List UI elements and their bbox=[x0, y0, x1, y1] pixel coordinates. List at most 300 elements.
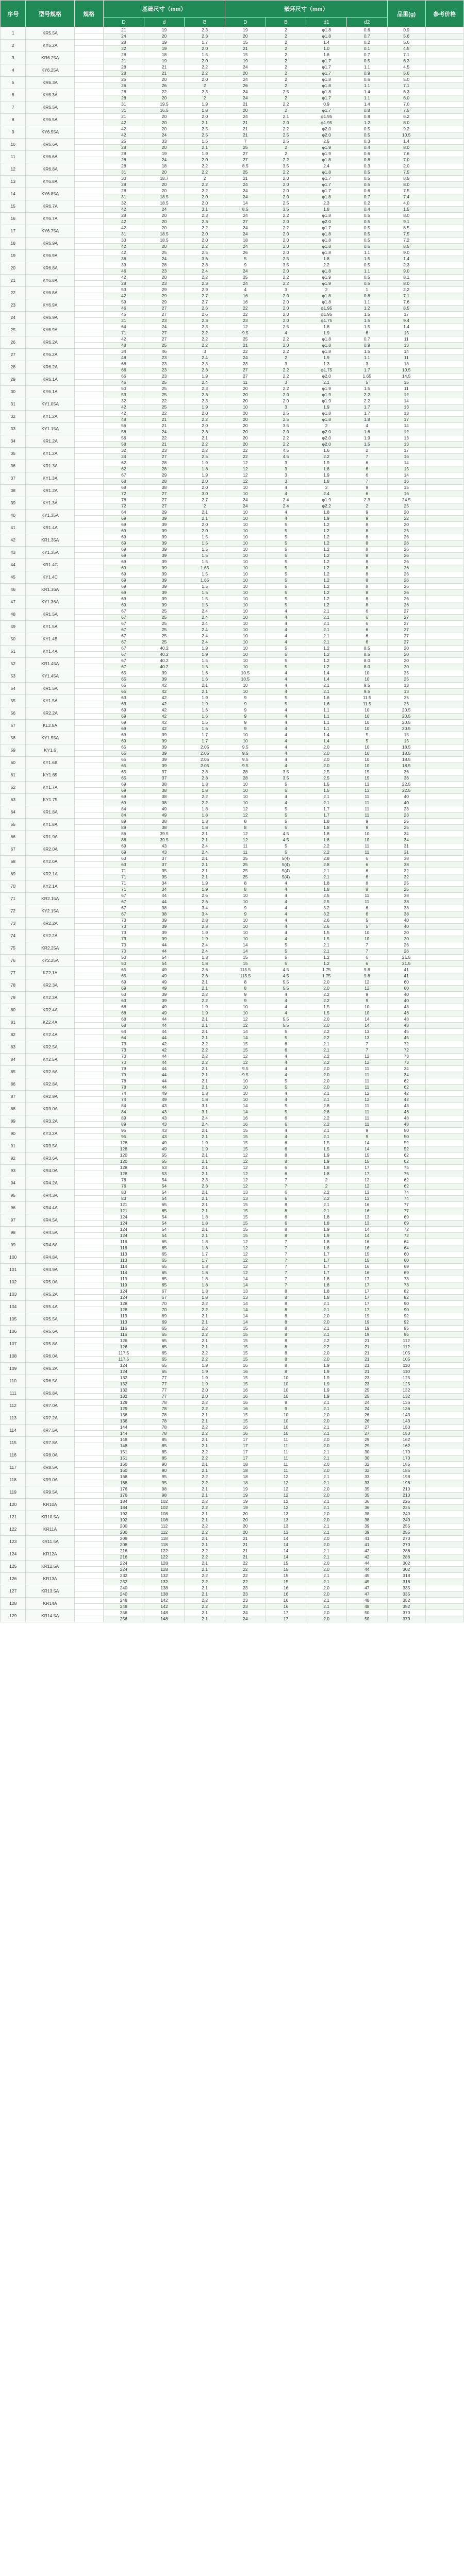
row-seq: 113 bbox=[1, 1412, 26, 1425]
row-kind-mark bbox=[74, 454, 103, 460]
cell-value: 31 bbox=[104, 231, 144, 238]
table-row bbox=[1, 942, 464, 948]
cell-value: 39 bbox=[144, 930, 185, 936]
row-kind-mark bbox=[74, 1004, 103, 1010]
row-kind-mark bbox=[74, 1579, 103, 1585]
cell-value: 85 bbox=[144, 1449, 185, 1455]
row-seq: 38 bbox=[1, 485, 26, 497]
row-kind-mark bbox=[74, 1505, 103, 1511]
cell-value: 38 bbox=[387, 856, 425, 862]
cell-value bbox=[425, 788, 463, 794]
cell-value: 19.5 bbox=[144, 101, 185, 108]
cell-value: 67 bbox=[104, 633, 144, 639]
cell-value: 129 bbox=[104, 1406, 144, 1412]
cell-value: 14 bbox=[346, 1227, 387, 1233]
cell-value bbox=[425, 95, 463, 101]
cell-value: 16 bbox=[346, 1270, 387, 1276]
table-row bbox=[1, 1363, 464, 1369]
row-seq: 63 bbox=[1, 794, 26, 806]
cell-value: 15 bbox=[225, 955, 266, 961]
cell-value: 26 bbox=[387, 540, 425, 547]
sub-outer-b-header: B bbox=[185, 18, 225, 27]
row-model: KR4.8A bbox=[26, 1251, 74, 1264]
cell-value bbox=[425, 435, 463, 442]
row-kind-mark bbox=[74, 1084, 103, 1091]
row-kind-mark bbox=[74, 1443, 103, 1449]
cell-value: 1.4 bbox=[306, 670, 347, 676]
cell-value: 1.9 bbox=[306, 472, 347, 479]
table-row bbox=[1, 435, 464, 442]
cell-value: 5 bbox=[266, 1103, 306, 1109]
cell-value: φ1.75 bbox=[306, 318, 347, 324]
cell-value: 2.2 bbox=[266, 281, 306, 287]
table-row bbox=[1, 905, 464, 911]
cell-value: 84 bbox=[104, 806, 144, 812]
cell-value: 2.2 bbox=[266, 101, 306, 108]
row-seq: 87 bbox=[1, 1091, 26, 1103]
cell-value: 1.5 bbox=[306, 930, 347, 936]
cell-value: 20.5 bbox=[387, 707, 425, 714]
cell-value: 8 bbox=[266, 1301, 306, 1307]
cell-value: 16 bbox=[225, 1431, 266, 1437]
cell-value: 128 bbox=[104, 1140, 144, 1146]
cell-value: 1.6 bbox=[306, 695, 347, 701]
table-row bbox=[1, 1573, 464, 1579]
cell-value: 10 bbox=[225, 633, 266, 639]
row-seq: 50 bbox=[1, 633, 26, 646]
cell-value bbox=[425, 1301, 463, 1307]
cell-value: 120 bbox=[104, 1153, 144, 1159]
cell-value bbox=[425, 485, 463, 491]
cell-value: 8.0 bbox=[346, 664, 387, 670]
cell-value: 2.6 bbox=[185, 967, 225, 973]
cell-value: 4 bbox=[266, 615, 306, 621]
cell-value bbox=[425, 281, 463, 287]
cell-value: 4 bbox=[266, 1004, 306, 1010]
cell-value: 4 bbox=[266, 726, 306, 732]
cell-value: 21 bbox=[346, 1363, 387, 1369]
cell-value: 2.2 bbox=[306, 1035, 347, 1041]
table-header bbox=[1, 1, 464, 27]
cell-value: 32 bbox=[346, 1468, 387, 1474]
cell-value: 3.5 bbox=[266, 262, 306, 268]
cell-value bbox=[425, 312, 463, 318]
row-kind-mark bbox=[74, 1394, 103, 1400]
cell-value: 2.0 bbox=[266, 231, 306, 238]
cell-value: 15 bbox=[346, 775, 387, 782]
cell-value: 2.5 bbox=[266, 132, 306, 139]
row-seq: 101 bbox=[1, 1264, 26, 1276]
cell-value: 0.7 bbox=[346, 33, 387, 40]
cell-value: 10 bbox=[225, 1097, 266, 1103]
cell-value: 1.6 bbox=[185, 139, 225, 145]
cell-value bbox=[425, 268, 463, 275]
cell-value: 113 bbox=[104, 1313, 144, 1319]
table-row bbox=[1, 1103, 464, 1109]
cell-value: 10 bbox=[346, 831, 387, 837]
cell-value: 36 bbox=[346, 1505, 387, 1511]
cell-value: 2.8 bbox=[306, 1109, 347, 1115]
cell-value: 122 bbox=[144, 1554, 185, 1561]
cell-value: 12 bbox=[346, 1097, 387, 1103]
row-kind-mark bbox=[74, 973, 103, 979]
cell-value bbox=[425, 683, 463, 689]
cell-value: 36 bbox=[387, 775, 425, 782]
row-model: KY2.0A bbox=[26, 856, 74, 868]
cell-value bbox=[425, 534, 463, 540]
cell-value: φ1.95 bbox=[306, 120, 347, 126]
cell-value: 2.1 bbox=[306, 639, 347, 646]
cell-value: 4 bbox=[266, 744, 306, 751]
table-row bbox=[1, 646, 464, 652]
table-row bbox=[1, 1004, 464, 1010]
row-kind-mark bbox=[74, 349, 103, 355]
cell-value: 12 bbox=[225, 1165, 266, 1171]
cell-value: 42 bbox=[144, 726, 185, 732]
cell-value: 31 bbox=[387, 843, 425, 850]
row-kind-mark bbox=[74, 763, 103, 769]
row-model: KZ2.4A bbox=[26, 1016, 74, 1029]
row-seq: 31 bbox=[1, 398, 26, 411]
cell-value: 5 bbox=[266, 695, 306, 701]
cell-value: 1.8 bbox=[185, 961, 225, 967]
cell-value bbox=[425, 225, 463, 231]
cell-value: 23 bbox=[144, 268, 185, 275]
cell-value: 5 bbox=[266, 819, 306, 825]
cell-value: 21 bbox=[144, 64, 185, 71]
cell-value: 10 bbox=[346, 1004, 387, 1010]
cell-value bbox=[425, 689, 463, 695]
cell-value: 26 bbox=[387, 565, 425, 571]
cell-value bbox=[425, 1449, 463, 1455]
cell-value: 225 bbox=[387, 1505, 425, 1511]
cell-value: 31 bbox=[387, 850, 425, 856]
cell-value: 1.8 bbox=[306, 479, 347, 485]
cell-value: 69 bbox=[104, 800, 144, 806]
cell-value: 6 bbox=[266, 1146, 306, 1153]
cell-value: 28 bbox=[104, 151, 144, 157]
cell-value: 4 bbox=[266, 485, 306, 491]
cell-value bbox=[425, 924, 463, 930]
cell-value: 26 bbox=[387, 534, 425, 540]
cell-value: φ2.0 bbox=[306, 126, 347, 132]
cell-value: 21 bbox=[346, 1344, 387, 1350]
cell-value: 2.1 bbox=[306, 621, 347, 627]
cell-value: 0.5 bbox=[346, 225, 387, 231]
cell-value: 2.8 bbox=[185, 262, 225, 268]
cell-value: 2.1 bbox=[306, 1505, 347, 1511]
cell-value: 85 bbox=[144, 1443, 185, 1449]
cell-value bbox=[425, 1183, 463, 1190]
cell-value: 2.4 bbox=[185, 942, 225, 948]
row-model: KY2.4A bbox=[26, 1029, 74, 1041]
row-seq: 109 bbox=[1, 1363, 26, 1375]
cell-value: 10 bbox=[346, 763, 387, 769]
cell-value: 0.5 bbox=[346, 275, 387, 281]
cell-value: 77 bbox=[387, 1202, 425, 1208]
cell-value: 2.1 bbox=[185, 1190, 225, 1196]
cell-value bbox=[425, 1610, 463, 1616]
cell-value: 9 bbox=[225, 992, 266, 998]
cell-value: 240 bbox=[387, 1517, 425, 1523]
cell-value: 185 bbox=[387, 1468, 425, 1474]
cell-value: 71 bbox=[104, 887, 144, 893]
cell-value: 41 bbox=[387, 973, 425, 979]
cell-value: 2.2 bbox=[306, 1060, 347, 1066]
cell-value: 2.3 bbox=[185, 318, 225, 324]
cell-value: 2.05 bbox=[185, 744, 225, 751]
cell-value: 2.1 bbox=[306, 1208, 347, 1214]
cell-value bbox=[425, 676, 463, 683]
cell-value: 39 bbox=[144, 553, 185, 559]
cell-value: 1.8 bbox=[185, 1289, 225, 1295]
cell-value: 32 bbox=[387, 874, 425, 880]
table-row bbox=[1, 1066, 464, 1072]
cell-value: 18 bbox=[144, 163, 185, 170]
table-row bbox=[1, 1041, 464, 1047]
cell-value: 7 bbox=[346, 479, 387, 485]
cell-value: 25 bbox=[225, 145, 266, 151]
cell-value: 185 bbox=[387, 1462, 425, 1468]
cell-value: 20 bbox=[144, 275, 185, 281]
cell-value bbox=[425, 1029, 463, 1035]
row-kind-mark bbox=[74, 1369, 103, 1375]
cell-value: 82 bbox=[387, 1295, 425, 1301]
cell-value: 1.8 bbox=[306, 1289, 347, 1295]
cell-value: 68 bbox=[104, 1004, 144, 1010]
row-model: KY6.8A bbox=[26, 287, 74, 299]
cell-value: 24 bbox=[104, 33, 144, 40]
cell-value bbox=[425, 1412, 463, 1418]
cell-value: 2.2 bbox=[346, 398, 387, 404]
row-kind-mark bbox=[74, 757, 103, 763]
cell-value: 22 bbox=[225, 1579, 266, 1585]
cell-value: 95 bbox=[387, 1326, 425, 1332]
cell-value: 20 bbox=[144, 114, 185, 120]
cell-value: 27 bbox=[144, 454, 185, 460]
cell-value: 2.2 bbox=[185, 1573, 225, 1579]
row-kind-mark bbox=[74, 423, 103, 429]
cell-value: 2.3 bbox=[185, 398, 225, 404]
cell-value: 4 bbox=[266, 621, 306, 627]
cell-value: 148 bbox=[104, 1443, 144, 1449]
cell-value: 0.5 bbox=[346, 262, 387, 268]
cell-value: 68 bbox=[104, 479, 144, 485]
cell-value bbox=[425, 800, 463, 806]
cell-value: 22 bbox=[225, 1561, 266, 1567]
cell-value: 2.1 bbox=[185, 1443, 225, 1449]
cell-value: 42 bbox=[104, 244, 144, 250]
cell-value: 10 bbox=[225, 491, 266, 497]
row-kind-mark bbox=[74, 367, 103, 374]
row-kind-mark bbox=[74, 899, 103, 905]
cell-value: 108 bbox=[144, 1517, 185, 1523]
cell-value: 22 bbox=[387, 516, 425, 522]
cell-value bbox=[425, 1394, 463, 1400]
row-model: KY1.05A bbox=[26, 398, 74, 411]
cell-value: 5.5 bbox=[266, 1023, 306, 1029]
cell-value: 25 bbox=[225, 874, 266, 880]
table-row bbox=[1, 361, 464, 367]
cell-value: 62 bbox=[104, 466, 144, 472]
cell-value bbox=[425, 1579, 463, 1585]
cell-value: 116 bbox=[104, 1332, 144, 1338]
cell-value: 48 bbox=[387, 1023, 425, 1029]
cell-value: 2.4 bbox=[185, 850, 225, 856]
cell-value: 2.2 bbox=[185, 1449, 225, 1455]
cell-value: 132 bbox=[104, 1394, 144, 1400]
cell-value: 2.4 bbox=[185, 627, 225, 633]
cell-value: 1.2 bbox=[306, 646, 347, 652]
row-model: KR10.5A bbox=[26, 1511, 74, 1523]
row-kind-mark bbox=[74, 837, 103, 843]
cell-value: φ1.8 bbox=[306, 89, 347, 95]
cell-value: 8.5 bbox=[225, 207, 266, 213]
cell-value: 232 bbox=[104, 1579, 144, 1585]
cell-value: 0.5 bbox=[346, 281, 387, 287]
cell-value: 15 bbox=[346, 1258, 387, 1264]
cell-value: 50 bbox=[104, 386, 144, 392]
cell-value: 1.9 bbox=[306, 1381, 347, 1387]
sub-inner-b-header: B bbox=[266, 18, 306, 27]
cell-value: 10 bbox=[266, 1381, 306, 1387]
row-kind-mark bbox=[74, 33, 103, 40]
cell-value: 5 bbox=[266, 1029, 306, 1035]
cell-value: 22 bbox=[225, 1573, 266, 1579]
cell-value: 84 bbox=[104, 1109, 144, 1115]
cell-value: 2.2 bbox=[185, 64, 225, 71]
cell-value: 8 bbox=[346, 578, 387, 584]
cell-value: 67 bbox=[104, 893, 144, 899]
cell-value: 12 bbox=[225, 812, 266, 819]
cell-value bbox=[425, 176, 463, 182]
row-kind-mark bbox=[74, 58, 103, 64]
cell-value: 9 bbox=[266, 1406, 306, 1412]
cell-value bbox=[425, 349, 463, 355]
row-model: KR4.4A bbox=[26, 1202, 74, 1214]
cell-value bbox=[425, 887, 463, 893]
cell-value: 46 bbox=[144, 349, 185, 355]
cell-value: 65 bbox=[144, 1270, 185, 1276]
cell-value: 24 bbox=[144, 132, 185, 139]
cell-value: 1.1 bbox=[346, 64, 387, 71]
cell-value: 2.2 bbox=[185, 1554, 225, 1561]
cell-value: 67 bbox=[104, 621, 144, 627]
cell-value: 0.5 bbox=[346, 219, 387, 225]
cell-value: 1.6 bbox=[185, 707, 225, 714]
cell-value: 1.9 bbox=[306, 404, 347, 411]
sub-inner-d1-header: d1 bbox=[306, 18, 347, 27]
cell-value: 43 bbox=[387, 1109, 425, 1115]
cell-value: 7.0 bbox=[387, 157, 425, 163]
cell-value: 1.2 bbox=[306, 590, 347, 596]
cell-value: 27 bbox=[387, 633, 425, 639]
cell-value: 255 bbox=[387, 1523, 425, 1530]
cell-value: 2.2 bbox=[185, 1480, 225, 1486]
cell-value: 18.5 bbox=[387, 757, 425, 763]
cell-value bbox=[425, 380, 463, 386]
cell-value: 10 bbox=[225, 510, 266, 516]
row-model: KY1.35A bbox=[26, 510, 74, 522]
cell-value: 10 bbox=[346, 751, 387, 757]
cell-value: 2.1 bbox=[306, 1573, 347, 1579]
row-seq: 7 bbox=[1, 101, 26, 114]
cell-value: 4 bbox=[266, 911, 306, 918]
cell-value: 10 bbox=[225, 800, 266, 806]
cell-value: 10 bbox=[346, 670, 387, 676]
cell-value: 34 bbox=[387, 831, 425, 837]
cell-value: 1.2 bbox=[306, 596, 347, 602]
cell-value: 0.3 bbox=[346, 139, 387, 145]
cell-value: 2.0 bbox=[306, 763, 347, 769]
cell-value: 72 bbox=[387, 1041, 425, 1047]
cell-value bbox=[425, 1616, 463, 1622]
cell-value: 70 bbox=[144, 1301, 185, 1307]
cell-value: 43 bbox=[144, 1134, 185, 1140]
cell-value: 10 bbox=[225, 652, 266, 658]
cell-value: 4 bbox=[266, 1134, 306, 1140]
cell-value: 2.0 bbox=[266, 429, 306, 435]
cell-value: 68 bbox=[104, 1023, 144, 1029]
cell-value: 5 bbox=[225, 256, 266, 262]
cell-value bbox=[425, 1363, 463, 1369]
cell-value bbox=[425, 1468, 463, 1474]
cell-value: 10 bbox=[225, 516, 266, 522]
cell-value: 232 bbox=[104, 1573, 144, 1579]
cell-value: 2.2 bbox=[185, 1060, 225, 1066]
row-model: KR1.4A bbox=[26, 522, 74, 534]
table-row bbox=[1, 485, 464, 491]
cell-value: 2.4 bbox=[185, 268, 225, 275]
cell-value: 9.5 bbox=[225, 330, 266, 336]
table-row bbox=[1, 460, 464, 466]
cell-value bbox=[425, 880, 463, 887]
row-kind-mark bbox=[74, 701, 103, 707]
cell-value: 65 bbox=[144, 1326, 185, 1332]
cell-value: 2.1 bbox=[185, 1202, 225, 1208]
cell-value: 42 bbox=[104, 411, 144, 417]
table-row bbox=[1, 1326, 464, 1332]
cell-value: 2.0 bbox=[266, 250, 306, 256]
table-row bbox=[1, 411, 464, 417]
row-kind-mark bbox=[74, 1023, 103, 1029]
cell-value: 143 bbox=[387, 1418, 425, 1425]
cell-value: 10 bbox=[346, 707, 387, 714]
row-seq: 89 bbox=[1, 1115, 26, 1128]
cell-value: 2.7 bbox=[185, 299, 225, 306]
cell-value bbox=[425, 510, 463, 516]
cell-value: 5 bbox=[266, 701, 306, 707]
row-kind-mark bbox=[74, 1122, 103, 1128]
cell-value: φ1.8 bbox=[306, 83, 347, 89]
cell-value: 1.5 bbox=[346, 386, 387, 392]
cell-value: 1.5 bbox=[346, 349, 387, 355]
cell-value: 72 bbox=[104, 491, 144, 497]
cell-value: 2.2 bbox=[185, 163, 225, 170]
cell-value: 48 bbox=[104, 417, 144, 423]
cell-value: 8 bbox=[346, 547, 387, 553]
cell-value: 8.1 bbox=[387, 275, 425, 281]
cell-value: 2.2 bbox=[306, 454, 347, 460]
cell-value: 67 bbox=[144, 1295, 185, 1301]
cell-value: 1.5 bbox=[387, 207, 425, 213]
cell-value: 15 bbox=[225, 1338, 266, 1344]
cell-value: 9.8 bbox=[346, 973, 387, 979]
row-kind-mark bbox=[74, 831, 103, 837]
row-seq: 119 bbox=[1, 1486, 26, 1499]
table-row bbox=[1, 1499, 464, 1505]
row-kind-mark bbox=[74, 1363, 103, 1369]
